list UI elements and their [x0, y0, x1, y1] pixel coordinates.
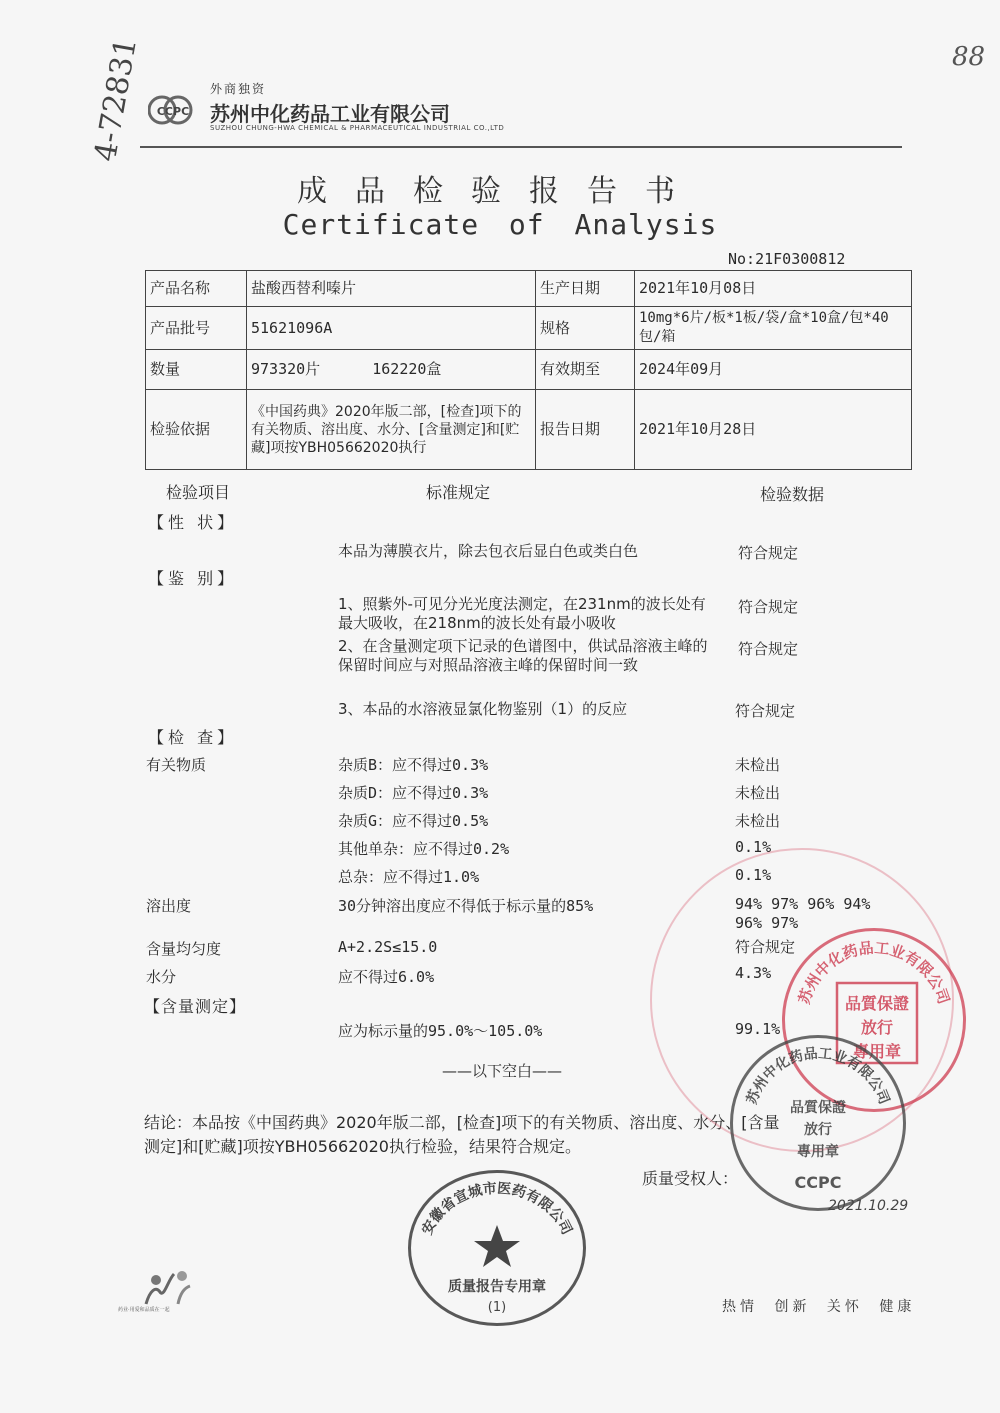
expiry-label: 有效期至 [536, 350, 635, 390]
uniformity-standard: A+2.2S≤15.0 [338, 938, 438, 956]
logo-text: CCPC [156, 105, 190, 118]
conclusion-line-2: 测定]和[贮藏]项按YBH05662020执行检验，结果符合规定。 [144, 1137, 581, 1156]
impurity-d-standard: 杂质D：应不得过0.3% [338, 784, 489, 802]
dissolution-result-line1: 94% 97% 96% 94% [735, 895, 871, 913]
section-appearance: 【性 状】 [148, 513, 238, 532]
ccpc-seal-line2: 放行 [804, 1122, 832, 1138]
info-row [146, 271, 912, 307]
footer-logo-icon [134, 1260, 204, 1310]
star-icon [474, 1225, 520, 1267]
info-row [146, 307, 912, 350]
title-english: Certificate of Analysis [282, 208, 718, 241]
expiry-value: 2024年09月 [635, 350, 912, 390]
basis-label: 检验依据 [146, 390, 247, 470]
black-seal-number: (1) [487, 1300, 507, 1315]
impurity-g-standard: 杂质G：应不得过0.5% [338, 812, 489, 830]
info-row [146, 390, 912, 470]
basis-value: 《中国药典》2020年版二部，[检查]项下的有关物质、溶出度、水分、[含量测定]和[贮藏]项按YBH05662020执行 [247, 390, 536, 470]
impurity-b-standard: 杂质B：应不得过0.3% [338, 756, 489, 774]
qualified-person-label: 质量受权人： [642, 1169, 739, 1188]
batch-label: 产品批号 [146, 307, 247, 350]
quality-seal-line3: 專用章 [852, 1042, 902, 1061]
ccpc-seal-line1: 品質保證 [790, 1100, 846, 1116]
identification-result-1: 符合规定 [738, 598, 799, 616]
water-standard: 应不得过6.0% [338, 968, 435, 986]
black-seal-org: 安徽省宣城市医药有限公司 [419, 1180, 575, 1238]
ccpc-release-seal [730, 1035, 906, 1211]
other-impurity-result: 0.1% [735, 838, 772, 856]
identification-result-2: 符合规定 [738, 640, 799, 658]
ccpc-seal-org: 苏州中化药品工业有限公司 [743, 1045, 893, 1107]
production-date-value: 2021年10月08日 [635, 271, 912, 307]
company-name: 苏州中化药品工业有限公司 [210, 102, 450, 126]
uniformity-result: 符合规定 [735, 938, 796, 956]
identification-standard-3: 3、本品的水溶液显氯化物鉴别（1）的反应 [338, 700, 628, 718]
other-impurity-standard: 其他单杂：应不得过0.2% [338, 840, 510, 858]
section-identification: 【鉴 别】 [148, 569, 238, 588]
dissolution-label: 溶出度 [146, 897, 192, 915]
certificate-number: No:21F0300812 [728, 250, 846, 268]
identification-standard-1: 1、照紫外-可见分光光度法测定，在231nm的波长处有最大吸收，在218nm的波长处有最小吸收 [338, 595, 706, 632]
product-name-value: 盐酸西替利嗪片 [247, 271, 536, 307]
footer-slogan: 热情 创新 关怀 健康 [722, 1299, 916, 1315]
info-row [146, 350, 912, 390]
quantity-label: 数量 [146, 350, 247, 390]
batch-value: 51621096A [247, 307, 536, 350]
title-chinese: 成品检验报告书 [297, 174, 703, 209]
product-info-table [145, 270, 912, 470]
handwritten-note-left: 4-72831 [88, 35, 145, 165]
blank-line-note: ——以下空白—— [442, 1062, 563, 1080]
dissolution-result-line2: 96% 97% [735, 914, 799, 932]
column-data-header: 检验数据 [760, 485, 825, 504]
black-seal-center: 质量报告专用章 [448, 1279, 546, 1295]
uniformity-label: 含量均匀度 [146, 940, 222, 958]
column-item-header: 检验项目 [166, 483, 231, 502]
handwritten-note-right: 88 [952, 42, 986, 72]
spec-value: 10mg*6片/板*1板/袋/盒*10盒/包*40包/箱 [635, 307, 912, 350]
header-divider [140, 146, 902, 148]
quality-seal-line2: 放行 [860, 1018, 894, 1037]
quality-seal-org: 苏州中化药品工业有限公司 [795, 938, 953, 1007]
report-date-value: 2021年10月28日 [635, 390, 912, 470]
water-result: 4.3% [735, 964, 772, 982]
company-tag: 外商独资 [210, 82, 267, 96]
section-assay: 【含量测定】 [144, 997, 247, 1016]
quality-seal-line1: 品質保證 [844, 994, 910, 1013]
assay-standard: 应为标示量的95.0%～105.0% [338, 1022, 543, 1040]
svg-text:苏州中化药品工业有限公司 [743, 1046, 893, 1107]
ccpc-seal-line3: 專用章 [797, 1144, 839, 1160]
total-impurity-standard: 总杂：应不得过1.0% [338, 868, 480, 886]
quantity-boxes: 162220盒 [372, 360, 442, 378]
production-date-label: 生产日期 [536, 271, 635, 307]
impurity-b-result: 未检出 [735, 756, 781, 774]
quantity-value [247, 350, 536, 390]
report-date-label: 报告日期 [536, 390, 635, 470]
appearance-result: 符合规定 [738, 544, 799, 562]
spec-label: 规格 [536, 307, 635, 350]
impurity-d-result: 未检出 [735, 784, 781, 802]
conclusion-line-1: 结论：本品按《中国药典》2020年版二部，[检查]项下的有关物质、溶出度、水分、[含量 [144, 1113, 780, 1132]
related-substances-label: 有关物质 [146, 756, 207, 774]
water-label: 水分 [146, 968, 177, 986]
company-logo [148, 88, 198, 132]
quantity-pieces: 973320片 [251, 360, 321, 378]
footer-logo-caption: 药业·用爱和品质在一起 [118, 1307, 170, 1313]
identification-standard-2: 2、在含量测定项下记录的色谱图中，供试品溶液主峰的保留时间应与对照品溶液主峰的保留时间一致 [338, 637, 708, 674]
total-impurity-result: 0.1% [735, 866, 772, 884]
company-english-name: SUZHOU CHUNG-HWA CHEMICAL & PHARMACEUTICAL INDUSTRIAL CO.,LTD [210, 124, 505, 132]
signature-date: 2021.10.29 [828, 1198, 909, 1214]
column-standard-header: 标准规定 [426, 483, 491, 502]
ccpc-seal-logo: CCPC [794, 1173, 842, 1192]
section-inspection: 【检 查】 [148, 728, 238, 747]
impurity-g-result: 未检出 [735, 812, 781, 830]
receiving-quality-seal [408, 1170, 586, 1326]
appearance-standard: 本品为薄膜衣片，除去包衣后显白色或类白色 [338, 542, 639, 560]
dissolution-standard: 30分钟溶出度应不得低于标示量的85% [338, 897, 594, 915]
identification-result-3: 符合规定 [735, 702, 796, 720]
assay-result: 99.1% [735, 1020, 781, 1038]
product-name-label: 产品名称 [146, 271, 247, 307]
